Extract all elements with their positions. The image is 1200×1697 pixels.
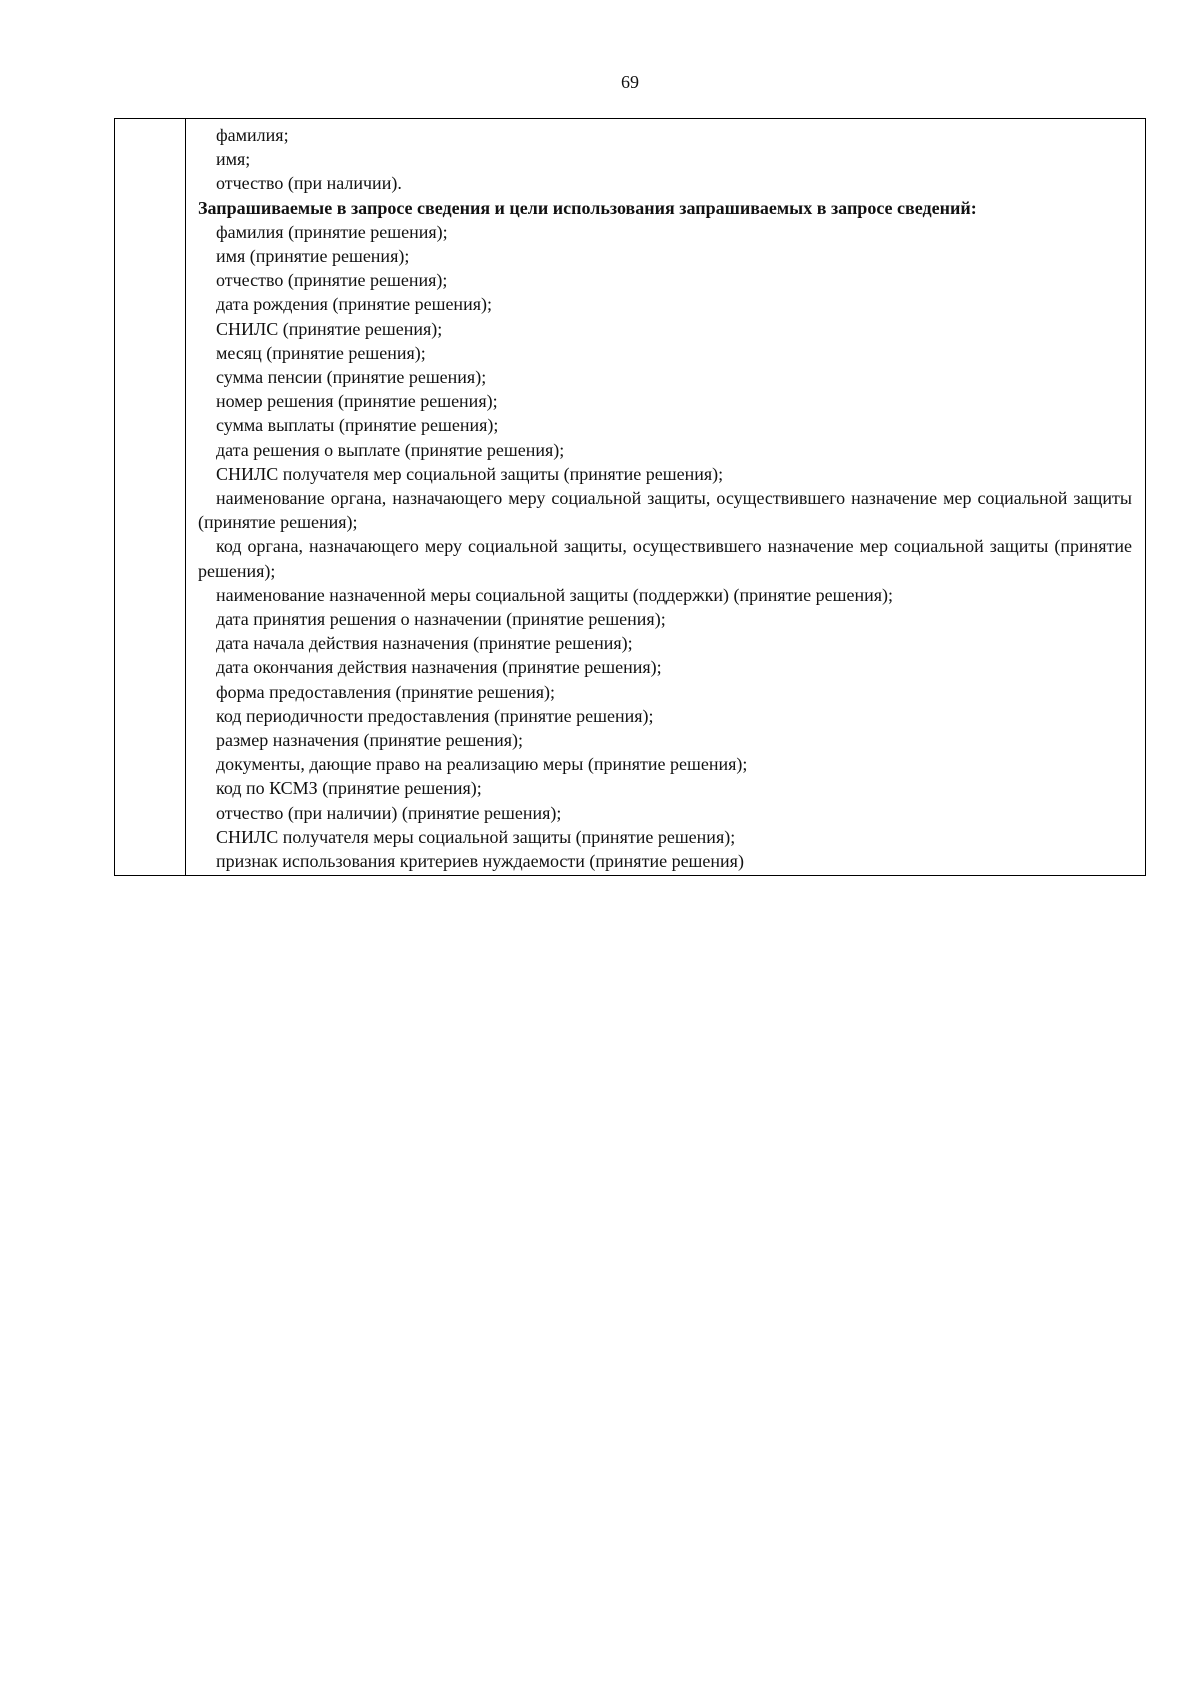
list-item: форма предоставления (принятие решения); (216, 681, 556, 702)
list-item: фамилия (принятие решения); (216, 221, 448, 242)
list-item: отчество (принятие решения); (216, 270, 448, 291)
list-item: сумма выплаты (принятие решения); (216, 415, 499, 436)
list-item: сумма пенсии (принятие решения); (216, 367, 487, 388)
table-left-column (115, 119, 186, 875)
list-item: дата решения о выплате (принятие решения); (216, 439, 565, 460)
list-item: дата окончания действия назначения (принятие решения); (216, 657, 662, 678)
list-item: отчество (при наличии). (216, 173, 402, 194)
list-item: наименование назначенной меры социальной защиты (поддержки) (принятие решения); (216, 584, 893, 605)
list-item: дата принятия решения о назначении (принятие решения); (216, 609, 666, 630)
list-item: дата начала действия назначения (принятие решения); (216, 633, 633, 654)
list-item: размер назначения (принятие решения); (216, 730, 523, 751)
list-item: документы, дающие право на реализацию меры (принятие решения); (216, 754, 748, 775)
document-table (114, 118, 1146, 876)
page-number: 69 (621, 72, 639, 92)
list-item: код по КСМЗ (принятие решения); (216, 778, 482, 799)
table-content-cell (198, 123, 1132, 873)
section-heading: Запрашиваемые в запросе сведения и цели использования запрашиваемых в запросе сведений: (198, 197, 977, 218)
list-item: код периодичности предоставления (принятие решения); (216, 705, 654, 726)
list-item: фамилия; (216, 125, 289, 145)
list-item: имя (принятие решения); (216, 246, 410, 267)
list-item: СНИЛС получателя мер социальной защиты (принятие решения); (216, 463, 724, 484)
list-item: отчество (при наличии) (принятие решения); (216, 802, 562, 823)
list-item: имя; (216, 149, 251, 170)
list-item: СНИЛС (принятие решения); (216, 318, 443, 339)
list-item: дата рождения (принятие решения); (216, 294, 492, 315)
list-item: код органа, назначающего меру социальной защиты, осуществившего назначение мер социальной защиты (принятие решения); (198, 536, 1132, 581)
list-item: СНИЛС получателя меры социальной защиты (принятие решения); (216, 826, 736, 847)
list-item: номер решения (принятие решения); (216, 391, 498, 412)
list-item: месяц (принятие решения); (216, 342, 426, 363)
list-item: наименование органа, назначающего меру социальной защиты, осуществившего назначение мер социальной защиты (принятие решения); (198, 488, 1132, 533)
list-item: признак использования критериев нуждаемости (принятие решения) (216, 851, 744, 872)
